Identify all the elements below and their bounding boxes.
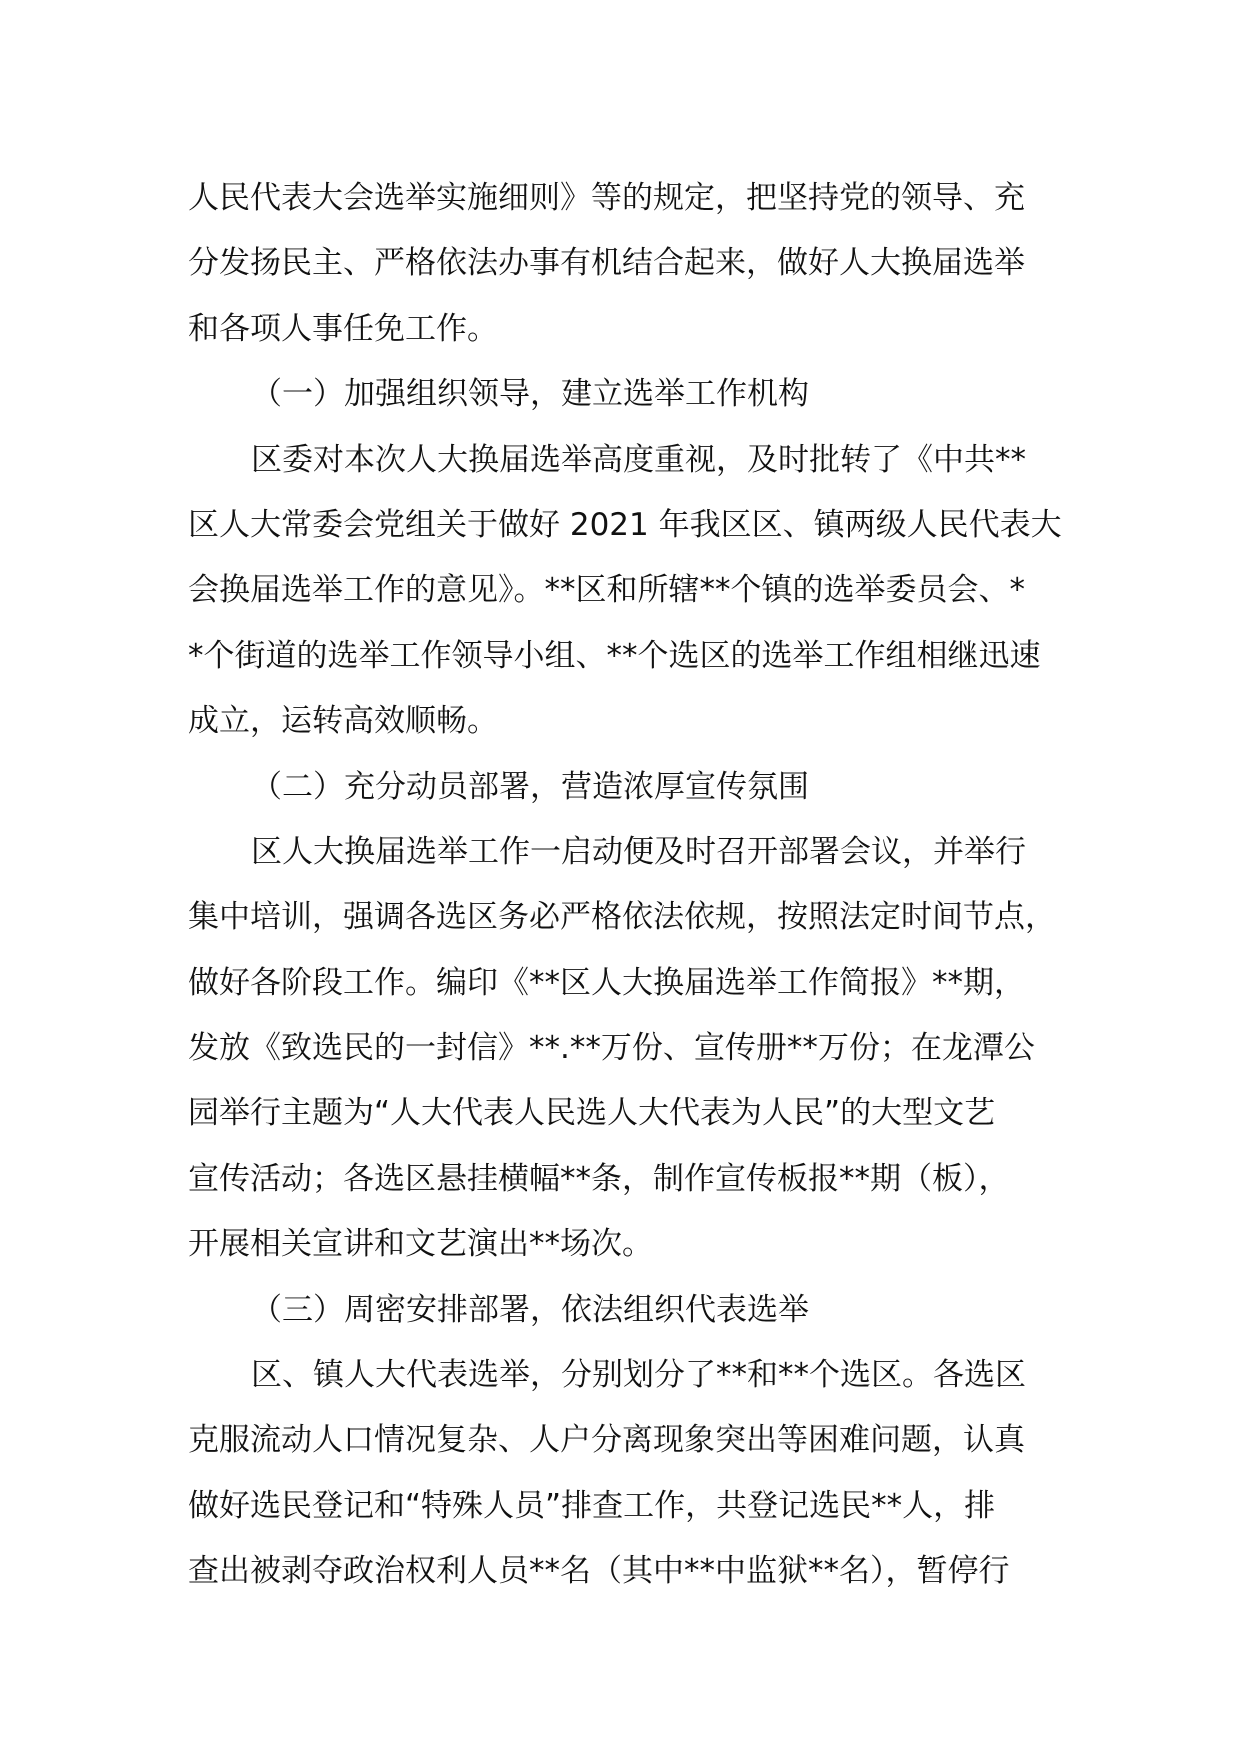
- document-body: [188, 166, 1078, 1605]
- text-line: 集中培训，强调各选区务必严格依法依规，按照法定时间节点，: [188, 899, 1056, 936]
- text-line: 克服流动人口情况复杂、人户分离现象突出等困难问题，认真: [188, 1422, 1025, 1459]
- text-line: 园举行主题为“人大代表人民选人大代表为人民”的大型文艺: [188, 1095, 996, 1132]
- text-line: 开展相关宣讲和文艺演出**场次。: [188, 1226, 653, 1263]
- text-line: 人民代表大会选举实施细则》等的规定，把坚持党的领导、充: [188, 180, 1025, 216]
- text-line: 分发扬民主、严格依法办事有机结合起来，做好人大换届选举: [188, 245, 1025, 282]
- text-line: 区、镇人大代表选举，分别划分了**和**个选区。各选区: [251, 1357, 1026, 1394]
- text-line: 发放《致选民的一封信》**.**万份、宣传册**万份；在龙潭公: [188, 1030, 1035, 1067]
- text-line: 查出被剥夺政治权利人员**名（其中**中监狱**名），暂停行: [188, 1553, 1010, 1590]
- text-line: 做好各阶段工作。编印《**区人大换届选举工作简报》**期，: [188, 964, 1025, 1001]
- text-line: 宣传活动；各选区悬挂横幅**条，制作宣传板报**期（板），: [188, 1160, 1010, 1197]
- text-line: （一）加强组织领导，建立选举工作机构: [251, 376, 809, 413]
- text-line: 区委对本次人大换届选举高度重视，及时批转了《中共**: [251, 441, 1026, 478]
- text-line: （二）充分动员部署，营造浓厚宣传氛围: [251, 768, 809, 805]
- text-line: 做好选民登记和“特殊人员”排查工作，共登记选民**人，排: [188, 1487, 996, 1524]
- text-line: 区人大换届选举工作一启动便及时召开部署会议，并举行: [251, 833, 1026, 870]
- text-line: 成立，运转高效顺畅。: [188, 703, 498, 740]
- text-line: 区人大常委会党组关于做好 2021 年我区区、镇两级人民代表大: [188, 506, 1062, 543]
- text-line: 和各项人事任免工作。: [188, 310, 498, 347]
- text-line: *个街道的选举工作领导小组、**个选区的选举工作组相继迅速: [188, 637, 1041, 674]
- text-line: 会换届选举工作的意见》。**区和所辖**个镇的选举委员会、*: [188, 572, 1025, 609]
- text-line: （三）周密安排部署，依法组织代表选举: [251, 1291, 809, 1328]
